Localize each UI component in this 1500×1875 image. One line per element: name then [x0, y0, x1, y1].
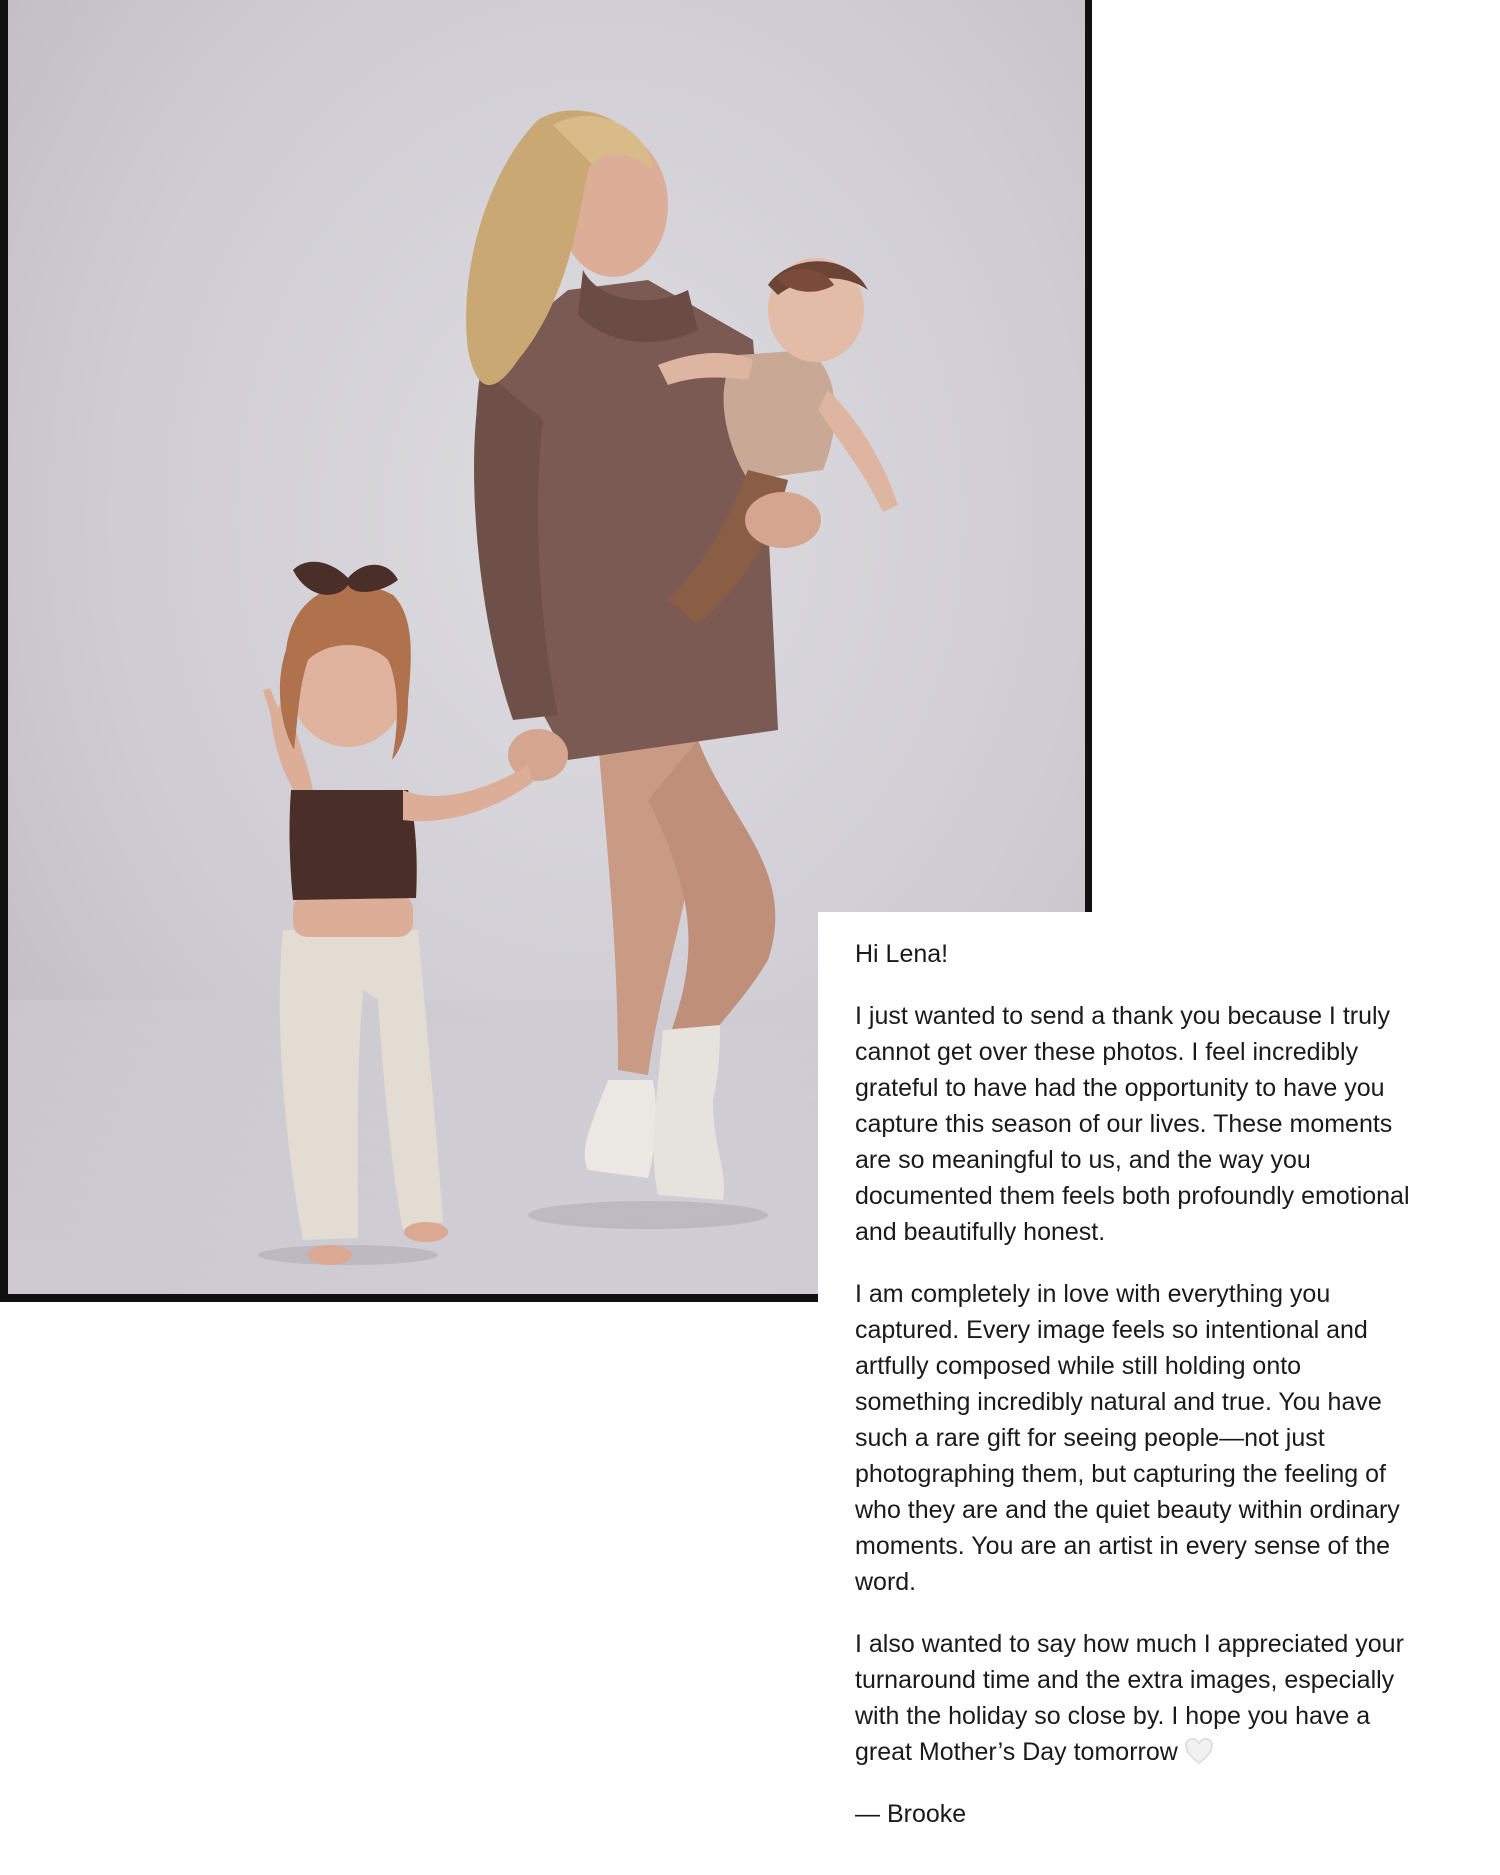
letter-paragraph-2: I am completely in love with everything you captured. Every image feels so intentional and artfully composed while still holding onto something incredibly natural and true. You have such a rare gift for seeing people—not just photographing them, but capturing the feeling of who they are and the quiet beauty within ordinary moments. You are an artist in every sense of the word.	[855, 1280, 1400, 1596]
letter-signature: — Brooke	[855, 1800, 967, 1828]
letter-greeting: Hi Lena!	[855, 940, 949, 968]
letter-paragraph-3-text: I also wanted to say how much I appreciated your turnaround time and the extra images, especially with the holiday so close by. I hope you have a great Mother’s Day tomorrow	[855, 1630, 1404, 1766]
white-heart-icon	[1184, 1737, 1214, 1765]
thank-you-letter	[818, 912, 1438, 1852]
letter-paragraph-3	[855, 1626, 1415, 1770]
letter-paragraph-1: I just wanted to send a thank you because I truly cannot get over these photos. I feel incredibly grateful to have had the opportunity to have you capture this season of our lives. These moments are so meaningful to us, and the way you documented them feels both profoundly emotional and beautifully honest.	[855, 1002, 1410, 1246]
